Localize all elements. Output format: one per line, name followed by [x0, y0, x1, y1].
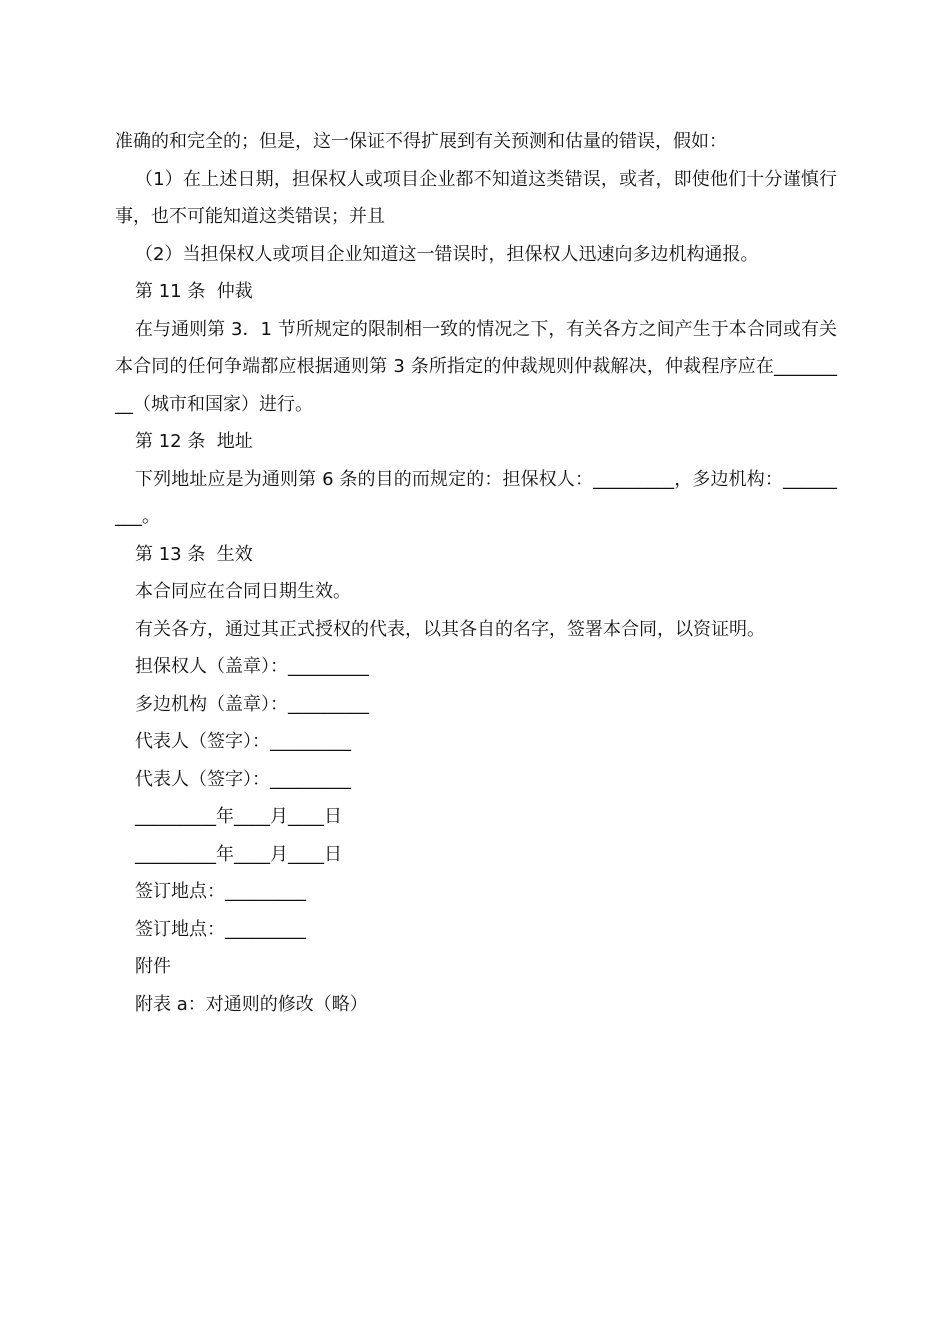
signature-line-guarantee-holder: 担保权人（盖章）：_________	[135, 656, 369, 677]
date-line-2: _________年____月____日	[135, 843, 342, 865]
continuation-paragraph: 准确的和完全的；但是，这一保证不得扩展到有关预测和估量的错误，假如：	[115, 131, 727, 152]
article-12-heading: 第 12 条 地址	[135, 431, 253, 452]
attachment-heading: 附件	[135, 956, 171, 977]
article-13-body: 本合同应在合同日期生效。	[135, 581, 351, 602]
date-line-1: _________年____月____日	[135, 806, 342, 827]
signature-line-representative-2: 代表人（签字）：_________	[135, 768, 351, 790]
article-13-heading: 第 13 条 生效	[135, 543, 253, 565]
document-page	[115, 123, 837, 1023]
witness-statement: 有关各方，通过其正式授权的代表，以其各自的名字，签署本合同，以资证明。	[135, 618, 765, 640]
signature-line-multilateral-agency: 多边机构（盖章）：_________	[135, 693, 369, 715]
article-11-heading: 第 11 条 仲裁	[135, 281, 253, 302]
clause-item-1: （1）在上述日期，担保权人或项目企业都不知道这类错误，或者，即使他们十分谨慎行事，也不可能知道这类错误；并且	[115, 168, 837, 227]
clause-item-2: （2）当担保权人或项目企业知道这一错误时，担保权人迅速向多边机构通报。	[135, 243, 759, 265]
article-12-body: 下列地址应是为通则第 6 条的目的而规定的：担保权人：_________，多边机构：_________。	[115, 468, 837, 527]
signing-place-line-2: 签订地点：_________	[135, 918, 306, 940]
signature-line-representative-1: 代表人（签字）：_________	[135, 731, 351, 752]
signing-place-line-1: 签订地点：_________	[135, 881, 306, 902]
article-11-body: 在与通则第 3．1 节所规定的限制相一致的情况之下，有关各方之间产生于本合同或有关本合同的任何争端都应根据通则第 3 条所指定的仲裁规则仲裁解决，仲裁程序应在_________（城市和国家）进行。	[115, 318, 837, 415]
attachment-schedule-a: 附表 a：对通则的修改（略）	[135, 993, 368, 1015]
